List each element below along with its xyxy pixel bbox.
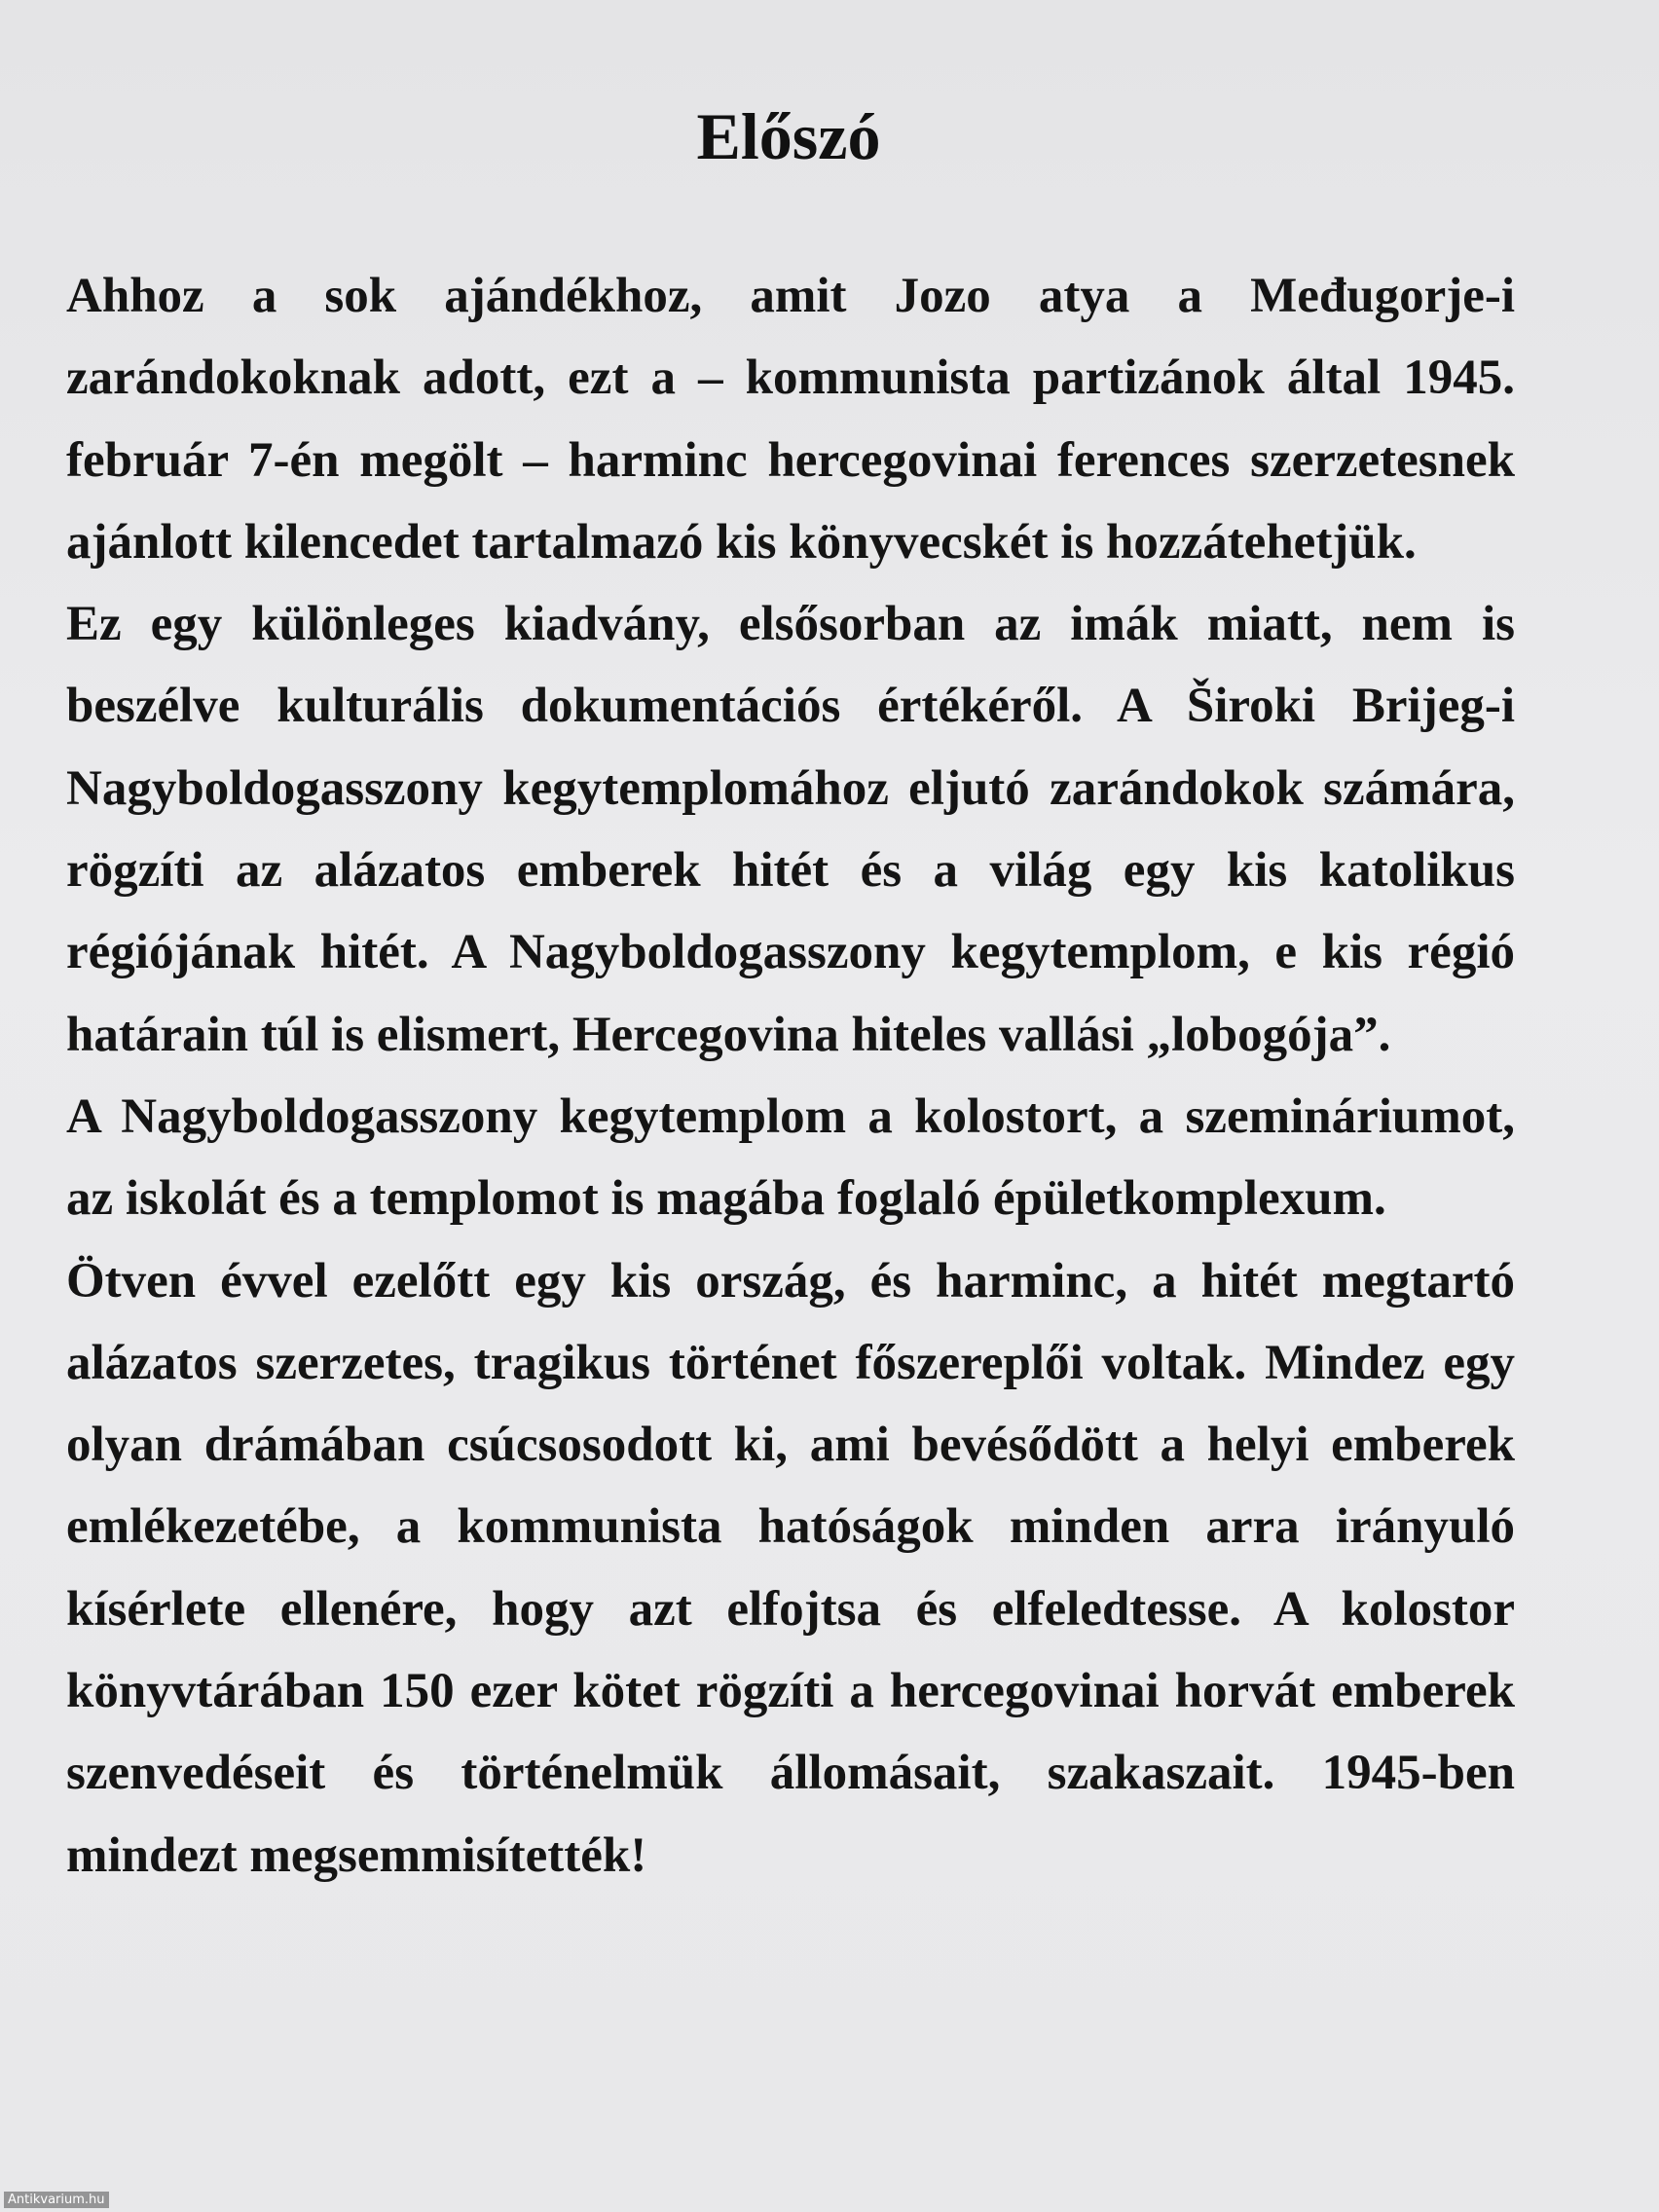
body-text [66,255,1515,1897]
paragraph-3: A Nagyboldogasszony kegytemplom a kolostort, a szemináriumot, az iskolát és a templomot is magába foglaló épületkomplexum. [66,1088,1515,1227]
paragraph-2: Ez egy különleges kiadvány, elsősorban az imák miatt, nem is beszélve kulturális dokumentációs értékéről. A Široki Brijeg-i Nagyboldogasszony kegytemplomához eljutó zarándokok számára, rögzíti az alázatos emberek hitét és a világ egy kis katolikus régiójának hitét. A Nagyboldogasszony kegytemplom, e kis régió határain túl is elismert, Hercegovina hiteles vallási „lobogója”. [66,597,1515,1062]
page-title: Előszó [696,99,881,173]
watermark: Antikvarium.hu [4,2192,109,2208]
paragraph-4: Ötven évvel ezelőtt egy kis ország, és harminc, a hitét megtartó alázatos szerzetes, tragikus történet főszereplői voltak. Mindez egy olyan drámában csúcsosodott ki, ami bevésődött a helyi emberek emlékezetébe, a kommunista hatóságok minden arra irányuló kísérlete ellenére, hogy azt elfojtsa és elfeledtesse. A kolostor könyvtárában 150 ezer kötet rögzíti a hercegovinai horvát emberek szenvedéseit és történelmük állomásait, szakaszait. 1945-ben mindezt megsemmisítették! [66,1253,1515,1883]
paragraph-1: Ahhoz a sok ajándékhoz, amit Jozo atya a Međugorje-i zarándokoknak adott, ezt a – kommunista partizánok által 1945. február 7-én megölt – harminc hercegovinai ferences szerzetesnek ajánlott kilencedet tartalmazó kis könyvecskét is hozzátehetjük. [66,269,1515,570]
